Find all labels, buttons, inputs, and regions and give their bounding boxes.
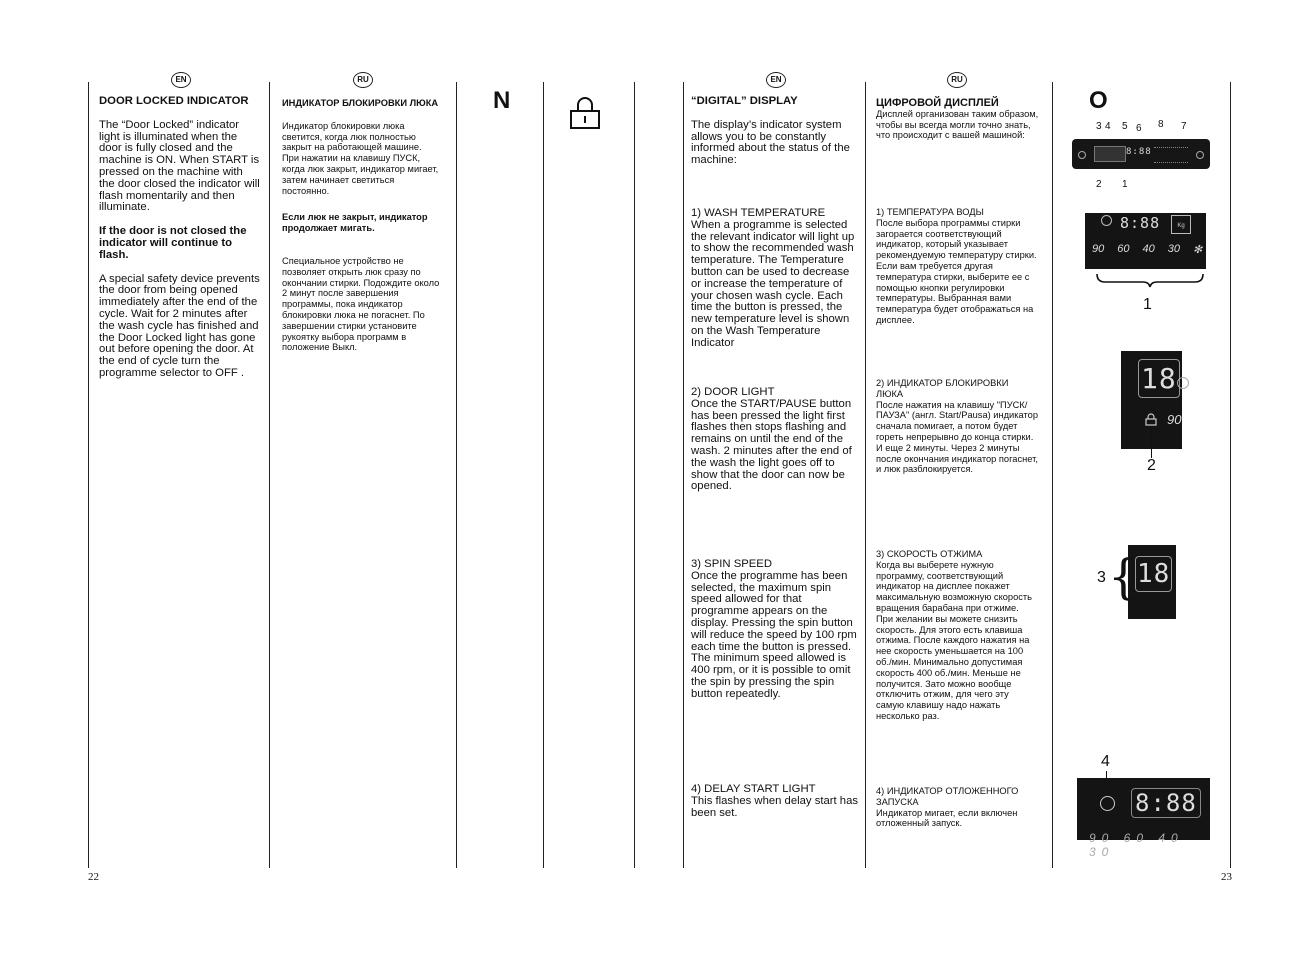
column-divider [683,82,684,868]
lang-badge-ru: RU [947,72,967,88]
column-divider [865,82,866,868]
item-title: 2) DOOR LIGHT [691,386,775,398]
bracket-icon [1095,272,1205,293]
panel-body [1072,139,1210,169]
digital-display-en-column [691,96,859,167]
temp-30: 30 [1167,243,1180,255]
column-divider [543,82,544,868]
section-title: “DIGITAL” DISPLAY [691,95,798,107]
column-divider [1052,82,1053,868]
item-text: После выбора программы стирки загорается соответствующий индикатор, который указывает рекомендуемую температуру стирки. Если вам требуется другая температура стирки, выберите ее с помощью кнопки регулировки температуры. Выбранная вами температура будет отображаться на дисплее. [876,217,1037,325]
time-digits: 8:88 [1120,214,1161,232]
door-locked-ru-column [282,98,440,353]
section-title: ЦИФРОВОЙ ДИСПЛЕЙ [876,97,999,109]
panel-label: 1 [1122,179,1128,190]
item-text: Индикатор мигает, если включен отложенный запуск. [876,807,1018,829]
page-number-left: 22 [88,871,99,883]
clock-icon [1100,796,1115,811]
paragraph: Специальное устройство не позволяет открыть люк сразу по окончании стирки. Подождите около 2 минут после завершения программы, пока индикатор блокировки люка не погаснет. По завершении стирки установите рукоятку выбора программ в положение Выкл. [282,255,440,353]
clock-icon [1177,377,1189,389]
spin-speed-ru [876,549,1038,722]
brace-icon: { [1108,549,1139,605]
item-text: Once the START/PAUSE button has been pressed the light first flashes then stops flashing and remains on until the end of the wash. 2 minutes after the end of the wash the light goes off to show that the door can now be opened. [691,397,852,493]
panel-label: 7 [1181,121,1187,132]
figure-callout-2: 2 [1147,457,1156,474]
item-text: This flashes when delay start has been set. [691,794,859,819]
door-locked-en-column [99,96,261,380]
item-text: When a programme is selected the relevant indicator will light up to show the recommended wash temperature. The Temperature button can be used to decrease or increase the temperature of your chosen wash cycle. Each time the button is pressed, the new temperature level is shown on the Wash Temperature Indicator [691,218,855,349]
callout-leader-line [1151,426,1152,458]
clock-icon [1101,215,1112,226]
panel-button [1078,151,1086,159]
column-divider [88,82,89,868]
item-text: После нажатия на клавишу "ПУСК/ПАУЗА" (англ. Start/Pausa) индикатор сначала помигает, а потом будет гореть непрерывно до конца стирки. И еще 2 минуты. Через 2 минуты после окончания индикатор погаснет, и люк разблокируется. [876,399,1038,475]
panel-button [1196,151,1204,159]
panel-label: 3 [1096,121,1102,132]
spin-digits: 18 [1135,556,1172,592]
item-title: 4) ИНДИКАТОР ОТЛОЖЕННОГО ЗАПУСКА [876,786,1019,807]
padlock-icon [568,95,602,136]
paragraph: Индикатор блокировки люка светится, когда люк полностью закрыт на работающей машине. При нажатии на клавишу ПУСК, когда люк закрыт, индикатор мигает, затем начинает светиться постоянно. [282,120,439,196]
column-divider [1230,82,1231,868]
temp-digits: 90 [1167,412,1182,427]
panel-screen [1094,146,1126,162]
lang-badge-ru: RU [353,72,373,88]
panel-label: 2 [1096,179,1102,190]
item-text: Когда вы выберете нужную программу, соответствующий индикатор на дисплее покажет максимальную возможную скорость вращения барабана при отжиме. При желании вы можете снизить скорость. Для этого есть клавиша отжима. После каждого нажатия на нее скорость уменьшается на 100 об./мин. Минимально допустимая скорость 400 об./мин. Меньше не получится. Зато можно вообще отключить отжим, для чего эту самую клавишу надо нажать несколько раз. [876,559,1033,721]
item-text: Once the programme has been selected, the maximum spin speed allowed for that programme appears on the display. Pressing the spin button will reduce the speed by 100 rpm each time the button is pressed. The minimum speed allowed is 400 rpm, or it is possible to omit the spin by pressing the spin button repeatedly. [691,569,857,700]
lang-badge-en: EN [766,72,786,88]
wash-temperature-en [691,208,859,350]
item-title: 1) ТЕМПЕРАТУРА ВОДЫ [876,207,984,217]
snowflake-icon: ✻ [1193,244,1203,256]
kg-badge: Kg [1171,215,1191,234]
wash-temperature-ru [876,207,1038,326]
bottom-temps: 90 60 40 30 [1089,831,1184,859]
figure-callout-4: 4 [1101,753,1110,770]
panel-indicators [1154,147,1188,163]
column-divider [269,82,270,868]
control-panel-diagram [1070,119,1215,190]
figure-callout-3: 3 [1097,569,1106,586]
delay-start-ru [876,786,1038,829]
temp-60: 60 [1117,243,1130,255]
paragraph: A special safety device prevents the door from being opened immediately after the end of the cycle. Wait for 2 minutes after the wash cycle has finished and the Door Locked light has gone out before opening the door. At the end of cycle turn the programme selector to OFF . [99,272,260,379]
door-lock-ru [876,378,1038,475]
paragraph: Дисплей организован таким образом, чтобы вы всегда могли точно знать, что происходит с вашей машиной: [876,108,1039,141]
panel-label: 4 [1105,121,1111,132]
panel-label: 8 [1158,119,1164,130]
page-number-right: 23 [1221,871,1232,883]
item-title: 3) SPIN SPEED [691,558,772,570]
item-title: 3) СКОРОСТЬ ОТЖИМА [876,549,983,559]
temp-90: 90 [1092,243,1105,255]
spin-digits: 18 [1138,359,1180,398]
warning-paragraph: Если люк не закрыт, индикатор продолжает мигать. [282,212,428,234]
lang-badge-en: EN [171,72,191,88]
item-title: 4) DELAY START LIGHT [691,783,816,795]
column-divider [634,82,635,868]
section-letter-o: O [1089,87,1108,114]
section-letter-n: N [493,87,511,114]
warning-paragraph: If the door is not closed the indicator will continue to flash. [99,225,247,261]
temp-40: 40 [1142,243,1155,255]
paragraph: The “Door Locked” indicator light is illuminated when the door is fully closed and the machine is ON. When START is pressed on the machine with the door closed the indicator will flash momentarily and then illuminate. [99,118,260,214]
panel-digits: 8:88 [1126,147,1152,157]
temperature-row [1092,243,1202,256]
item-title: 1) WASH TEMPERATURE [691,207,826,219]
delay-start-display-figure [1077,778,1210,859]
panel-label: 5 [1122,121,1128,132]
figure-callout-1: 1 [1143,296,1152,313]
section-title: DOOR LOCKED INDICATOR [99,95,249,107]
door-light-en [691,387,859,493]
column-divider [456,82,457,868]
digital-display-ru-column [876,98,1044,141]
panel-label: 6 [1136,123,1142,134]
item-title: 2) ИНДИКАТОР БЛОКИРОВКИ ЛЮКА [876,378,1009,399]
delay-digits: 8:88 [1131,788,1201,818]
delay-start-en [691,784,859,819]
temperature-display-figure [1085,213,1206,269]
section-title: ИНДИКАТОР БЛОКИРОВКИ ЛЮКА [282,98,439,108]
spin-speed-en [691,559,859,701]
paragraph: The display’s indicator system allows you to be constantly informed about the status of the machine: [691,118,850,167]
